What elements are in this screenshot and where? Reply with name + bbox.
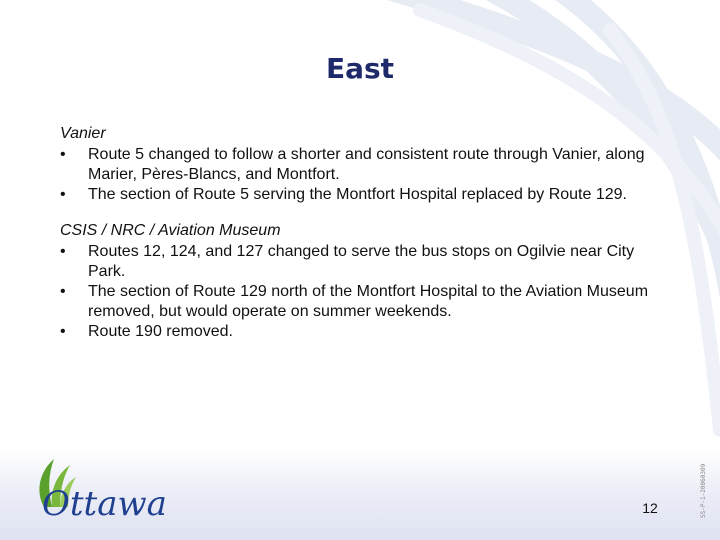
bullet-text: Route 190 removed. <box>88 323 233 340</box>
bullet-dot: • <box>60 323 66 340</box>
bullet-text: Route 5 changed to follow a shorter and consistent route through Vanier, along Marier, Pères-Blancs, and Montfort. <box>88 146 645 183</box>
bullet-dot: • <box>60 283 66 300</box>
slide-title: East <box>325 52 395 85</box>
bullet-dot: • <box>60 146 66 163</box>
list-item <box>60 282 670 322</box>
list-item <box>60 322 670 342</box>
section-heading: CSIS / NRC / Aviation Museum <box>60 222 281 239</box>
section-heading: Vanier <box>60 125 106 142</box>
bullet-list <box>60 145 670 205</box>
city-of-ottawa-logo <box>30 455 190 525</box>
logo-wordmark: Ottawa <box>42 484 167 524</box>
bullet-text: The section of Route 5 serving the Montfort Hospital replaced by Route 129. <box>88 186 627 203</box>
list-item <box>60 145 670 185</box>
list-item <box>60 242 670 282</box>
section-vanier <box>60 124 670 205</box>
slide-content <box>60 124 670 358</box>
page-number: 12 <box>642 500 658 516</box>
list-item <box>60 185 670 205</box>
section-csis-nrc <box>60 221 670 342</box>
bullet-text: Routes 12, 124, and 127 changed to serve the bus stops on Ogilvie near City Park. <box>88 243 635 280</box>
bullet-dot: • <box>60 186 66 203</box>
document-code: SS-P-1-20060309 <box>700 463 707 518</box>
bullet-list <box>60 242 670 342</box>
bullet-text: The section of Route 129 north of the Montfort Hospital to the Aviation Museum removed, but would operate on summer weekends. <box>88 283 649 320</box>
bullet-dot: • <box>60 243 66 260</box>
